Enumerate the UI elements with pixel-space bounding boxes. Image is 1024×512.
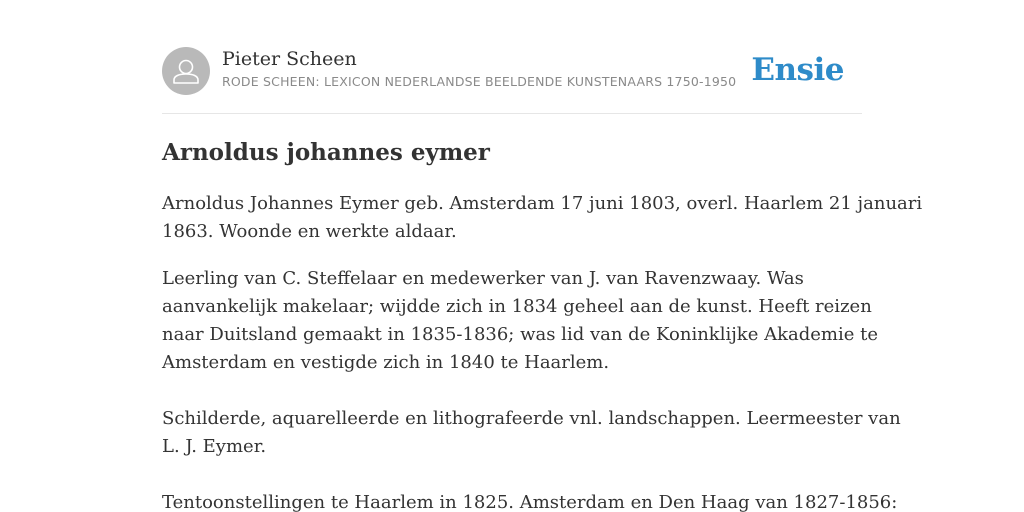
- text-line: Arnoldus Johannes Eymer geb. Amsterdam 17 juni 1803, overl. Haarlem 21 januari: [162, 193, 923, 214]
- text-line: Leerling van C. Steffelaar en medewerker van J. van Ravenzwaay. Was: [162, 268, 804, 289]
- paragraph-training: [162, 265, 878, 377]
- article-body: [162, 190, 923, 512]
- text-line: Amsterdam en vestigde zich in 1840 te Haarlem.: [162, 352, 610, 373]
- text-line: L. J. Eymer.: [162, 436, 267, 457]
- page-title: Arnoldus johannes eymer: [162, 139, 490, 166]
- paragraph-birth: [162, 190, 923, 246]
- source-title[interactable]: RODE SCHEEN: LEXICON NEDERLANDSE BEELDENDE KUNSTENAARS 1750-1950: [222, 74, 737, 89]
- avatar[interactable]: [162, 47, 210, 95]
- author-name[interactable]: Pieter Scheen: [222, 48, 357, 70]
- text-line: Tentoonstellingen te Haarlem in 1825. Amsterdam en Den Haag van 1827-1856:: [162, 492, 898, 512]
- text-line: 1863. Woonde en werkte aldaar.: [162, 221, 457, 242]
- paragraph-work: [162, 405, 901, 461]
- text-line: naar Duitsland gemaakt in 1835-1836; was lid van de Koninklijke Akademie te: [162, 324, 878, 345]
- ensie-logo[interactable]: Ensie: [751, 52, 844, 88]
- text-line: Schilderde, aquarelleerde en lithografeerde vnl. landschappen. Leermeester van: [162, 408, 901, 429]
- user-icon: [162, 47, 210, 95]
- paragraph-exhibitions: [162, 489, 898, 512]
- author-header: [162, 47, 862, 114]
- text-line: aanvankelijk makelaar; wijdde zich in 1834 geheel aan de kunst. Heeft reizen: [162, 296, 872, 317]
